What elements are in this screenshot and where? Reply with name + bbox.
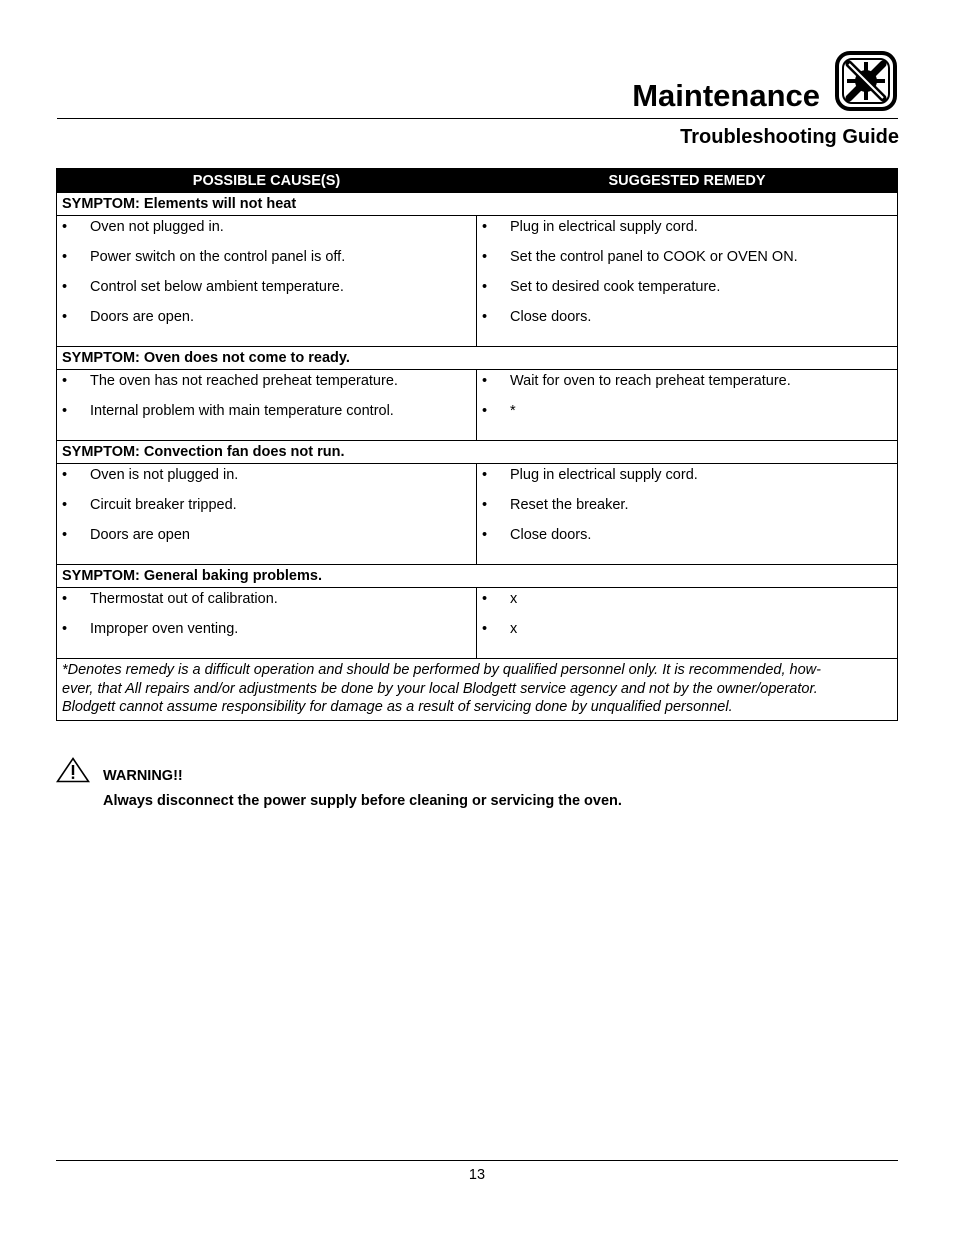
bullet-marker: • (482, 279, 488, 295)
bullet-marker: • (482, 219, 488, 235)
table-header-row (57, 169, 898, 193)
list-item (57, 496, 476, 514)
bullet-marker: • (482, 621, 488, 637)
header-divider (57, 118, 898, 119)
list-item (57, 248, 476, 266)
bullet-marker: • (482, 373, 488, 389)
warning-title: WARNING!! (103, 768, 183, 784)
bullet-marker: • (62, 591, 68, 607)
bullet-marker: • (62, 621, 68, 637)
bullet-marker: • (62, 373, 68, 389)
symptom-row (57, 193, 898, 216)
column-header-causes: POSSIBLE CAUSE(S) (57, 169, 477, 193)
bullet-marker: • (62, 279, 68, 295)
causes-cell (57, 370, 477, 441)
remedy-text: Reset the breaker. (510, 497, 629, 513)
table-row (57, 216, 898, 347)
remedy-text: Set the control panel to COOK or OVEN ON. (510, 249, 798, 265)
bullet-marker: • (482, 309, 488, 325)
cause-text: Internal problem with main temperature control. (90, 403, 394, 419)
list-item (477, 526, 897, 544)
remedies-list (477, 466, 897, 544)
remedy-text: * (510, 403, 516, 419)
list-item (477, 620, 897, 638)
cause-text: Control set below ambient temperature. (90, 279, 344, 295)
cause-text: Thermostat out of calibration. (90, 591, 278, 607)
list-item (57, 590, 476, 608)
column-header-remedy: SUGGESTED REMEDY (477, 169, 898, 193)
remedy-text: x (510, 621, 518, 637)
bullet-marker: • (62, 249, 68, 265)
causes-cell (57, 588, 477, 659)
cause-text: Power switch on the control panel is off. (90, 249, 346, 265)
list-item (477, 248, 897, 266)
bullet-marker: • (62, 497, 68, 513)
remedies-cell (477, 464, 898, 565)
cause-text: Oven is not plugged in. (90, 467, 239, 483)
remedy-text: x (510, 591, 518, 607)
symptom-row (57, 347, 898, 370)
causes-list (57, 590, 476, 638)
remedies-list (477, 372, 897, 420)
bullet-marker: • (62, 527, 68, 543)
list-item (477, 402, 897, 420)
symptom-label: SYMPTOM: Convection fan does not run. (57, 441, 898, 464)
list-item (477, 218, 897, 236)
remedy-text: Close doors. (510, 527, 592, 543)
remedy-text: Wait for oven to reach preheat temperature. (510, 373, 791, 389)
footer-divider (56, 1160, 898, 1161)
list-item (477, 372, 897, 390)
bullet-marker: • (62, 403, 68, 419)
remedies-cell (477, 216, 898, 347)
section-subtitle: Troubleshooting Guide (680, 126, 899, 148)
table-row (57, 370, 898, 441)
bullet-marker: • (482, 527, 488, 543)
bullet-marker: • (482, 249, 488, 265)
causes-list (57, 372, 476, 420)
list-item (57, 620, 476, 638)
remedy-text: Plug in electrical supply cord. (510, 467, 698, 483)
bullet-marker: • (482, 591, 488, 607)
list-item (477, 466, 897, 484)
list-item (477, 590, 897, 608)
bullet-marker: • (62, 309, 68, 325)
list-item (57, 278, 476, 296)
warning-triangle-icon (56, 757, 90, 783)
list-item (57, 218, 476, 236)
remedies-cell (477, 370, 898, 441)
list-item (57, 402, 476, 420)
symptom-label: SYMPTOM: General baking problems. (57, 565, 898, 588)
remedies-list (477, 590, 897, 638)
symptom-label: SYMPTOM: Elements will not heat (57, 193, 898, 216)
page-title: Maintenance (632, 78, 820, 113)
footnote-line: Blodgett cannot assume responsibility for damage as a result of servicing done by unqualified personnel. (62, 699, 733, 715)
causes-list (57, 218, 476, 326)
cause-text: The oven has not reached preheat temperature. (90, 373, 398, 389)
wrench-gear-badge-icon (834, 50, 898, 112)
cause-text: Doors are open. (90, 309, 194, 325)
cause-text: Improper oven venting. (90, 621, 239, 637)
bullet-marker: • (62, 219, 68, 235)
bullet-marker: • (482, 467, 488, 483)
remedy-text: Close doors. (510, 309, 592, 325)
symptom-row (57, 441, 898, 464)
list-item (477, 308, 897, 326)
bullet-marker: • (482, 403, 488, 419)
list-item (57, 372, 476, 390)
list-item (477, 496, 897, 514)
table-row (57, 464, 898, 565)
troubleshooting-table (56, 168, 898, 721)
footnote-row (57, 659, 898, 721)
remedy-text: Set to desired cook temperature. (510, 279, 721, 295)
cause-text: Circuit breaker tripped. (90, 497, 237, 513)
footnote-line: ever, that All repairs and/or adjustments be done by your local Blodgett service agency and not by the owner/operator. (62, 680, 818, 697)
cause-text: Oven not plugged in. (90, 219, 224, 235)
causes-cell (57, 464, 477, 565)
footnote-line: *Denotes remedy is a difficult operation and should be performed by qualified personnel only. It is recommended, how- (62, 662, 821, 678)
causes-list (57, 466, 476, 544)
page-number: 13 (468, 1167, 486, 1183)
bullet-marker: • (482, 497, 488, 513)
symptom-row (57, 565, 898, 588)
causes-cell (57, 216, 477, 347)
cause-text: Doors are open (90, 527, 190, 543)
list-item (57, 466, 476, 484)
table-row (57, 588, 898, 659)
symptom-label: SYMPTOM: Oven does not come to ready. (57, 347, 898, 370)
list-item (57, 526, 476, 544)
footnote (57, 659, 898, 721)
remedy-text: Plug in electrical supply cord. (510, 219, 698, 235)
remedies-cell (477, 588, 898, 659)
list-item (477, 278, 897, 296)
remedies-list (477, 218, 897, 326)
warning-text: Always disconnect the power supply before cleaning or servicing the oven. (103, 793, 622, 809)
bullet-marker: • (62, 467, 68, 483)
list-item (57, 308, 476, 326)
